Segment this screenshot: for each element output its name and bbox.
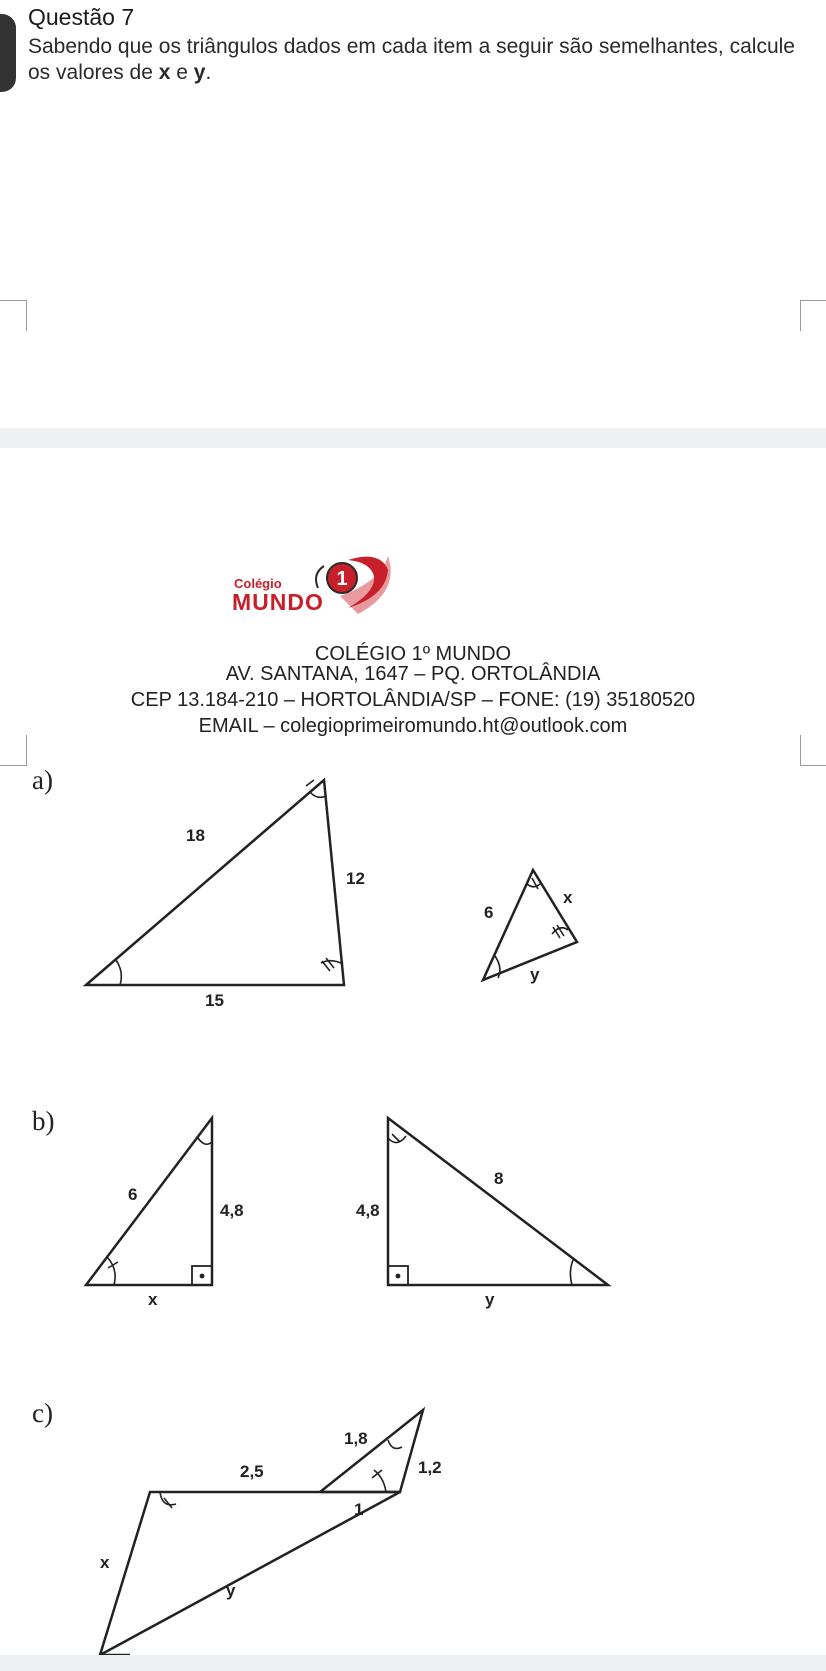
label-c-top-seg: 1,8 <box>344 1429 368 1448</box>
angle-tick-b3 <box>392 1134 400 1142</box>
label-c-right-side: 1,2 <box>418 1458 442 1477</box>
label-a-small-right: x <box>563 888 573 907</box>
label-b-left-base: x <box>148 1290 158 1309</box>
label-c-left-side: x <box>100 1553 110 1572</box>
triangle-a-big <box>86 780 344 985</box>
triangle-b-right <box>388 1118 608 1285</box>
school-name: COLÉGIO 1º MUNDO <box>314 643 512 665</box>
label-a-small-left: 6 <box>484 903 494 922</box>
angle-arc-b1 <box>198 1138 212 1144</box>
label-a-small-bottom: y <box>530 965 540 984</box>
angle-arc-c2 <box>388 1440 402 1448</box>
variable-x: x <box>158 61 171 84</box>
right-angle-dot-b-left <box>200 1274 205 1279</box>
angle-arc-a2 <box>310 792 326 797</box>
angle-arc-c3 <box>374 1470 386 1492</box>
variable-y: y <box>193 61 206 84</box>
label-b-right-hyp: 8 <box>494 1169 504 1188</box>
label-a-big-left: 18 <box>186 826 205 845</box>
label-c-mid: 1 <box>354 1500 364 1519</box>
label-b-right-base: y <box>485 1290 495 1309</box>
question-text-after: . <box>205 61 212 84</box>
label-b-left-hyp: 6 <box>128 1185 138 1204</box>
label-a-big-bottom: 15 <box>205 991 224 1010</box>
label-c-bottom: y <box>226 1581 236 1600</box>
angle-tick-a2 <box>306 780 314 786</box>
item-c-label: c) <box>32 1398 53 1428</box>
logo-small-text: Colégio <box>234 576 282 591</box>
logo-big-text: MUNDO <box>232 589 324 615</box>
question-title: Questão 7 <box>28 4 135 30</box>
school-email: EMAIL – colegioprimeiromundo.ht@outlook.com <box>198 715 628 737</box>
triangle-c-upper <box>320 1410 423 1492</box>
angle-arc-b4 <box>570 1258 574 1285</box>
question-text-before: Sabendo que os triângulos dados em cada item a seguir são semelhantes, calcule os valores de <box>28 35 795 84</box>
item-b-label: b) <box>32 1106 55 1136</box>
item-a-label: a) <box>32 765 53 795</box>
label-a-big-right: 12 <box>346 869 365 888</box>
school-address: AV. SANTANA, 1647 – PQ. ORTOLÂNDIA <box>225 663 601 685</box>
label-b-right-leg: 4,8 <box>356 1201 380 1220</box>
triangle-b-left <box>86 1118 212 1285</box>
label-c-left-top: 2,5 <box>240 1462 264 1481</box>
right-angle-dot-b-right <box>396 1274 401 1279</box>
label-b-left-leg: 4,8 <box>220 1201 244 1220</box>
school-cep-phone: CEP 13.184-210 – HORTOLÂNDIA/SP – FONE: (19) 35180520 <box>130 689 696 711</box>
logo-number: 1 <box>336 568 348 590</box>
bottom-band <box>0 1655 826 1671</box>
angle-arc-b2 <box>108 1258 115 1285</box>
question-connector: e <box>170 61 194 84</box>
angle-arc-a1 <box>116 960 121 985</box>
